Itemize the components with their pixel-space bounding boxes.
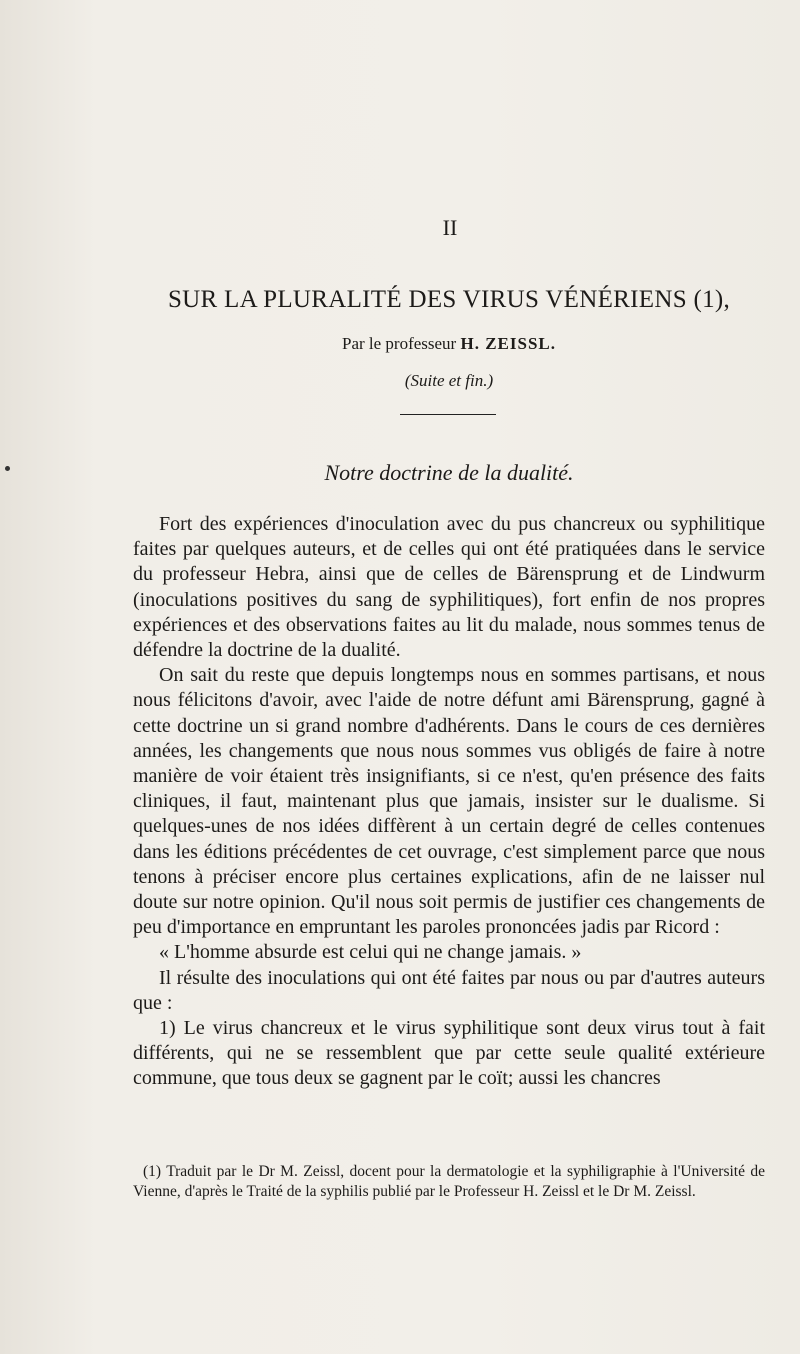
bleed-through-text	[120, 95, 780, 565]
paragraph: Fort des expériences d'inoculation avec du pus chancreux ou syphilitique faites par quelques auteurs, et de celles qui ont été pratiquées dans le service du professeur Hebra, ainsi que de celles de Bärensprung et de Lindwurm (inoculations positives du sang de syphilitiques), fort enfin de nos propres expériences et des observations faites au lit du malade, nous sommes tenus de défendre la doctrine de la dualité.	[133, 513, 765, 662]
paragraph: Il résulte des inoculations qui ont été faites par nous ou par d'autres auteurs que :	[133, 966, 765, 1014]
footnote-text: Traduit par le Dr M. Zeissl, docent pour la dermatologie et la syphiligraphie à l'Université de Vienne, d'après le Traité de la syphilis publié par le Professeur H. Zeissl et le Dr M. Zeissl.	[133, 1163, 765, 1200]
byline-author: H. ZEISSL.	[460, 334, 556, 353]
byline-prefix: Par le professeur	[341, 334, 457, 353]
byline	[133, 334, 765, 354]
body-text	[133, 512, 765, 1092]
article-title: SUR LA PLURALITÉ DES VIRUS VÉNÉRIENS (1),	[167, 286, 731, 313]
paragraph: 1) Le virus chancreux et le virus syphilitique sont deux virus tout à fait différents, qui ne se ressemblent que par cette seule qualité extérieure commune, que tous deux se gagnent par le coït; aussi les chancres	[133, 1017, 765, 1090]
section-number: II	[442, 215, 458, 240]
margin-speck	[5, 466, 10, 471]
paragraph: On sait du reste que depuis longtemps nous en sommes partisans, et nous nous félicitons d'avoir, avec l'aide de notre défunt ami Bärensprung, gagné à cette doctrine un si grand nombre d'adhérents. Dans le cours de ces dernières années, les changements que nous nous sommes vus obligés de faire à notre manière de voir étaient très insignifiants, si ce n'est, qu'en présence des faits cliniques, il faut, maintenant plus que jamais, insister sur le dualisme. Si quelques-unes de nos idées diffèrent à un certain degré de celles contenues dans les éditions précédentes de cet ouvrage, c'est simplement parce que nous tenons à préciser encore plus certaines explications, afin de ne laisser nul doute sur notre opinion. Qu'il nous soit permis de justifier ces changements de peu d'importance en empruntant les paroles prononcées jadis par Ricord :	[133, 664, 765, 939]
quote-paragraph: « L'homme absurde est celui qui ne change jamais. »	[159, 941, 582, 964]
section-subheading: Notre doctrine de la dualité.	[324, 460, 574, 485]
footnote-marker: (1)	[143, 1163, 162, 1180]
title-rule	[400, 414, 496, 415]
footnote	[133, 1162, 765, 1202]
suite-note: (Suite et fin.)	[404, 371, 494, 390]
